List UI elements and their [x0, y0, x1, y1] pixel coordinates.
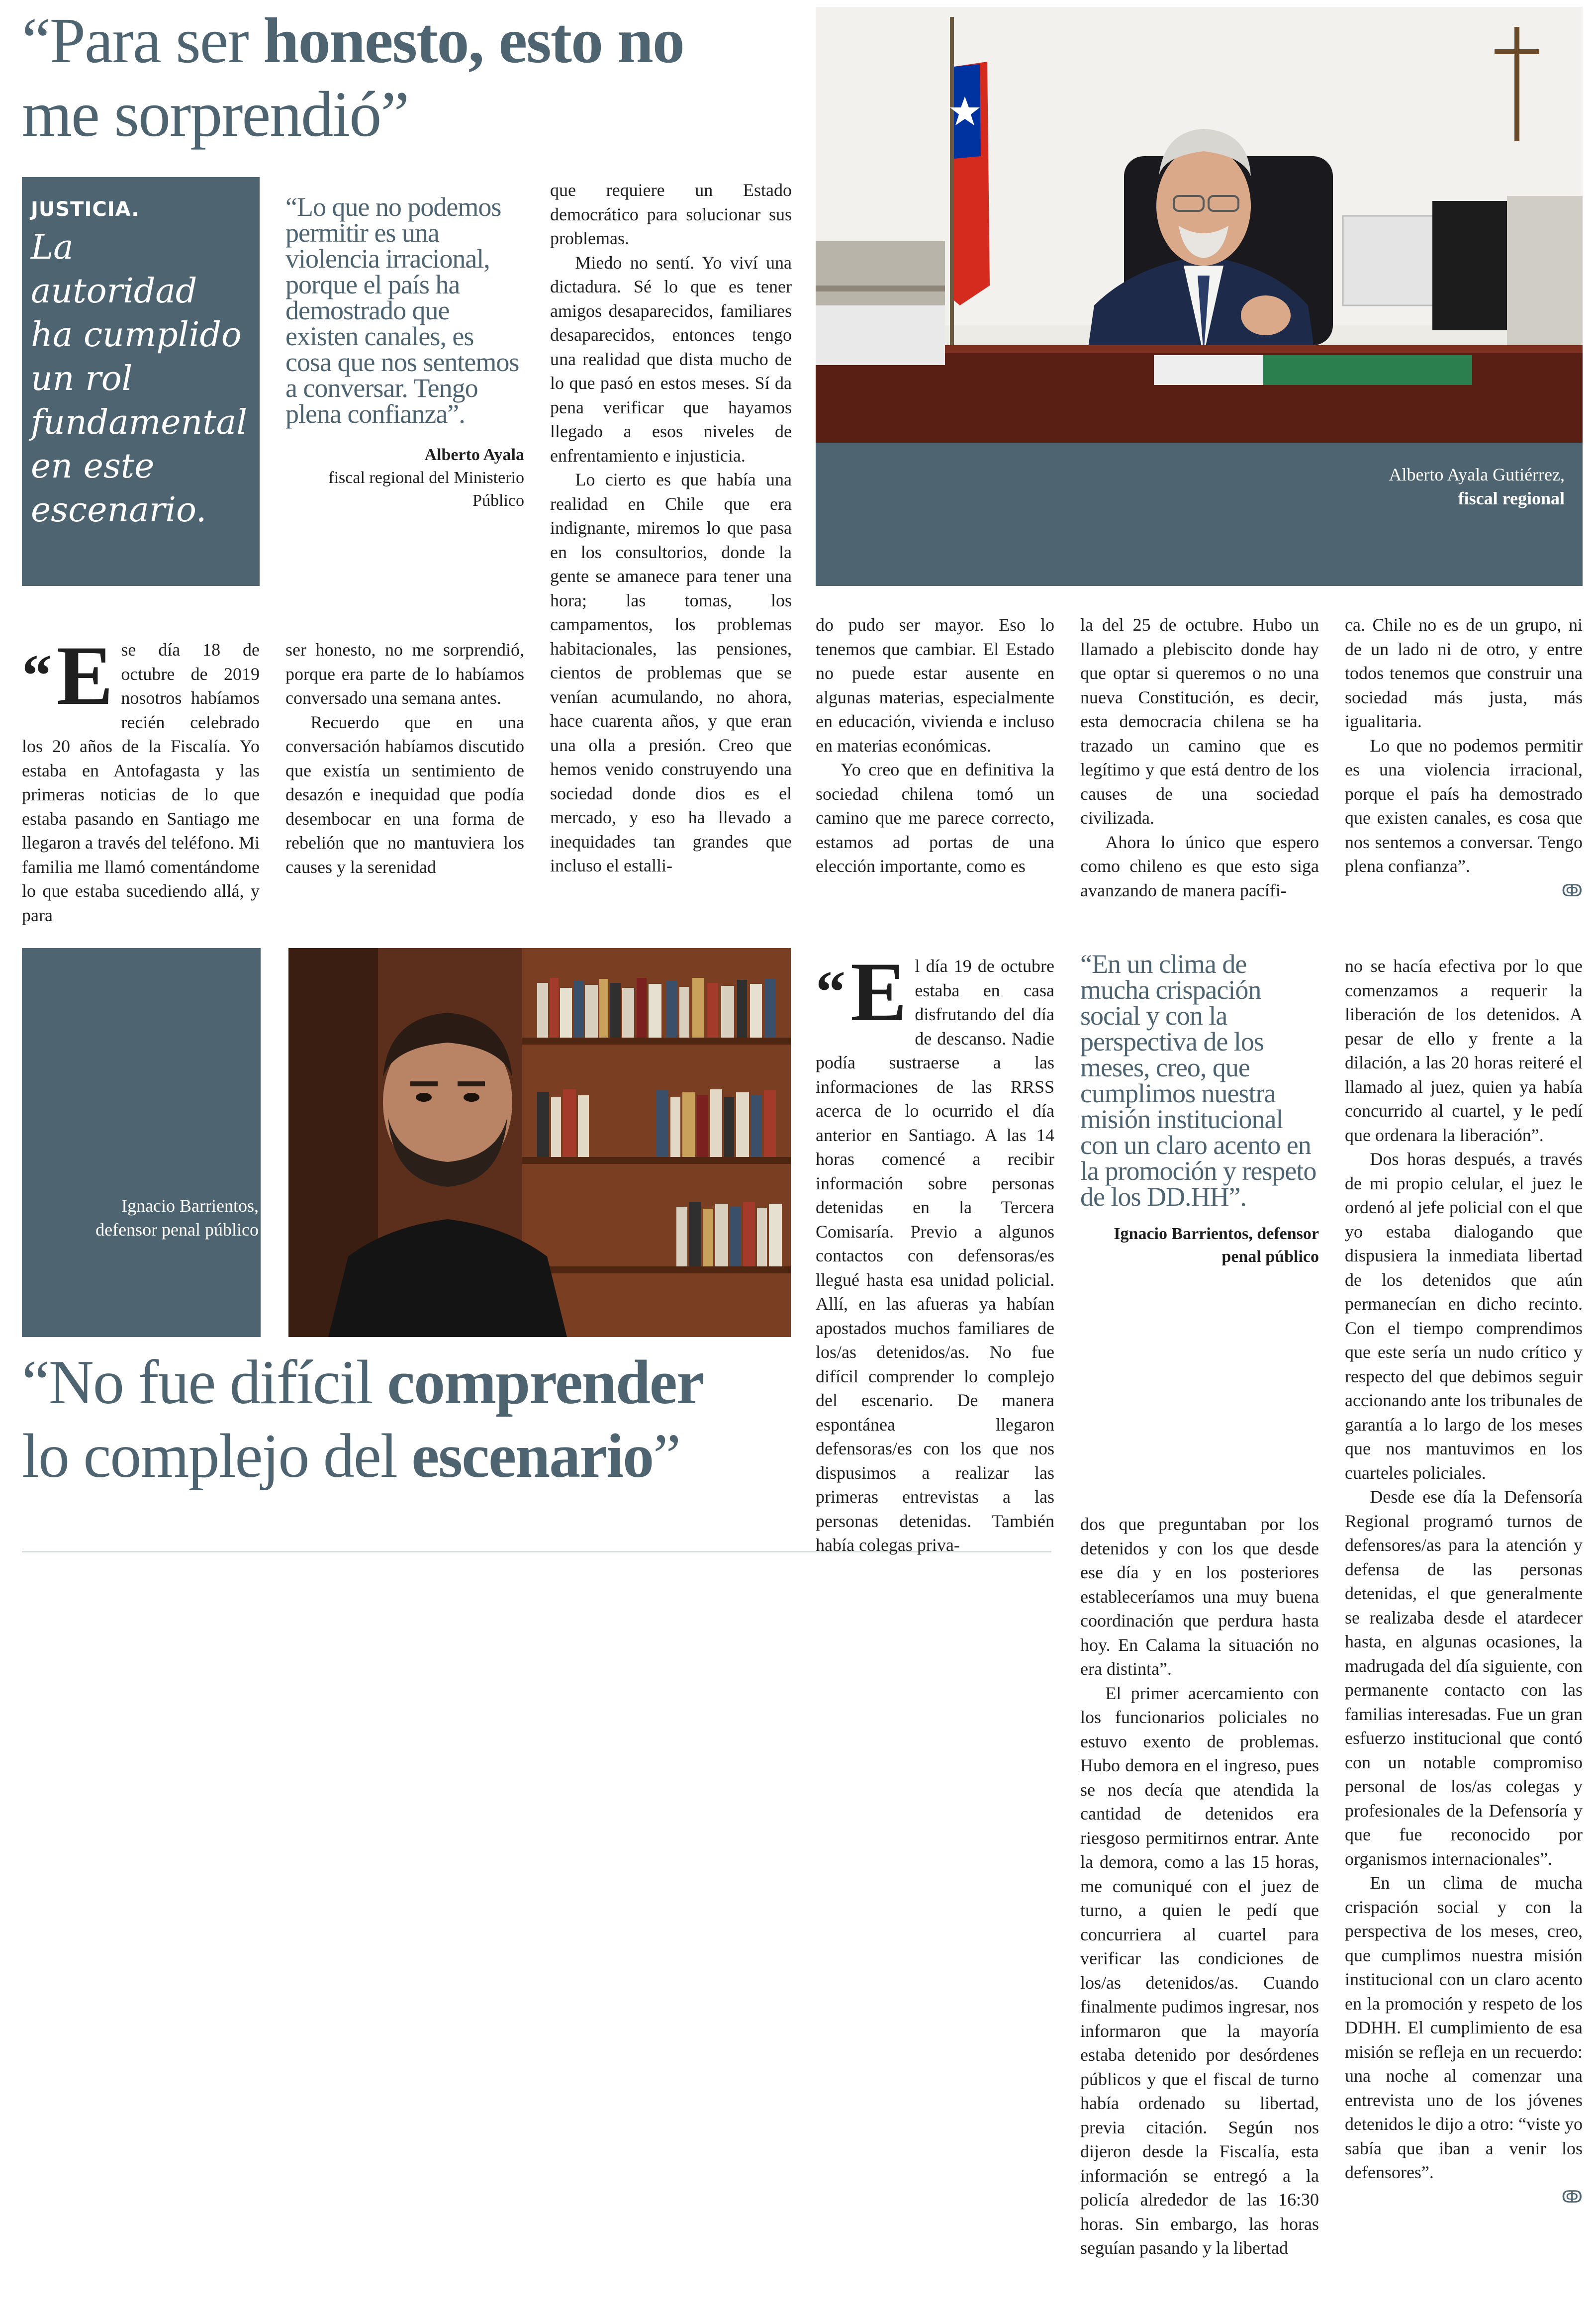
story1-col5-p1: la del 25 de octubre. Hubo un llamado a plebiscito donde hay que optar si queremos o no una nueva Constitución, es decir, esta democracia chilena se ha trazado un camino que es legítimo y que está dentro de los causes de una sociedad civilizada.	[1080, 615, 1319, 828]
story2-dropcap-quote-icon: “	[816, 959, 845, 1025]
barrientos-caption-role: defensor penal público	[95, 1220, 259, 1240]
story2-col3-p2: Dos horas después, a través de mi propio celular, el juez le ordenó al jefe policial con el que yo estaba dialogando que dispusiera la inmediata libertad de los detenidos que aún permanecían en dicho recinto. Con el tiempo comprendimos que este sería un nudo crítico y respecto del que debimos seguir accionando ante los tribunales de garantía a lo largo de los meses que nos mantuvimos en los cuarteles policiales.	[1345, 1149, 1583, 1483]
story1-headline-part-b: honesto, esto no	[263, 5, 684, 77]
story2-col3-p1: no se hacía efectiva por lo que comenzamos a requerir la liberación de los detenidos. A pesar de ello y frente a la dilación, a las 20 horas reiteré el llamado al juez, quien ya había concurrido al cuartel, y le pedí que ordenara la liberación”.	[1345, 956, 1583, 1145]
story2-dropcap-letter: E	[850, 945, 907, 1039]
story1-col2-p1: ser honesto, no me sorprendió, porque era parte de lo habíamos conversado una semana antes.	[285, 640, 524, 708]
story1-col6-p2: Lo que no podemos permitir es una violencia irracional, porque el país ha demostrado que existen canales, es cosa que nos sentemos a conversar. Tengo plena confianza”.	[1345, 735, 1583, 876]
barrientos-caption-box	[22, 948, 261, 1337]
story2-pull-quote-block	[1080, 951, 1319, 1268]
story1-end-mark-icon: ↂ	[1561, 880, 1583, 901]
ayala-caption-role: fiscal regional	[1458, 488, 1565, 508]
story1-col4-p2: Yo creo que en definitiva la sociedad chilena tomó un camino que me parece correcto, estamos ad portas de una elección importante, como es	[816, 760, 1054, 876]
story1-body-col2	[285, 638, 524, 879]
story2-dropcap	[816, 945, 907, 1039]
justicia-text: La autoridad ha cumplido un rol fundamental en este escenario.	[31, 228, 247, 530]
story1-col1-text: se día 18 de octubre de 2019 nosotros habíamos recién celebrado los 20 años de la Fiscalía. Yo estaba en Antofagasta y las primeras noticias de lo que estaba pasando en Santiago me llegaron a través del teléfono. Mi familia me llamó comentándome lo que estaba sucediendo allá, y para	[22, 640, 260, 925]
story1-col6-p1: ca. Chile no es de un grupo, ni de un lado ni de otro, y entre todos tenemos que construir una sociedad más justa, más igualitaria.	[1345, 615, 1583, 731]
story1-body-col3	[550, 178, 792, 878]
story2-headline-part-e: ”	[653, 1422, 680, 1491]
ayala-photo	[816, 7, 1583, 443]
story2-body-col2	[1080, 1512, 1319, 2260]
story2-body-col3	[1345, 954, 1583, 2209]
story2-headline	[22, 1346, 798, 1493]
story1-headline-part-a: “Para ser	[22, 5, 264, 77]
story1-col3-p3: Lo cierto es que había una realidad en Chile que era indignante, miremos lo que pasa en los consultorios, donde la gente se amanece para tener una hora; las tomas, los campamentos, los problemas habitacionales, las pensiones, cientos de problemas que se venían acumulando, no ahora, hace cuarenta años, y que eran una olla a presión. Creo que hemos venido construyendo una sociedad donde dios es el mercado, y eso ha llevado a inequidades tan grandes que incluso el estalli-	[550, 470, 792, 875]
story2-body-col1	[816, 945, 1054, 1557]
story1-col3-p2: Miedo no sentí. Yo viví una dictadura. Sé lo que es tener amigos desaparecidos, familiares desaparecidos, entonces tengo una realidad que dista mucho de lo que pasó en estos meses. Sí da pena verificar que hayamos llegado a esos niveles de enfrentamiento e injusticia.	[550, 252, 792, 466]
story2-headline-part-c: lo complejo del	[22, 1422, 412, 1491]
story2-col1-text: l día 19 de octubre estaba en casa disfrutando del día de descanso. Nadie podía sustraerse a las informaciones de las RRSS acerca de lo ocurrido el día anterior en Santiago. A las 14 horas comencé a recibir información sobre personas detenidas en la Tercera Comisaría. Previo a algunos contactos con defensoras/es llegué hasta esa unidad policial. Allí, en las afueras ya habían apostados muchos familiares de los/as detenidos/as. No fue difícil comprender lo complejo del escenario. De manera espontánea llegaron defensoras/es con los que nos dispusimos a realizar las primeras entrevistas a las personas detenidas. También había colegas priva-	[816, 956, 1054, 1555]
story1-body-col4	[816, 613, 1054, 878]
story1-col2-p2: Recuerdo que en una conversación habíamos discutido que existía un sentimiento de desazón e inequidad que podía desembocar en una forma de rebelión que no mantuviera los causes y la serenidad	[285, 712, 524, 877]
story1-body-col6	[1345, 613, 1583, 903]
story1-pull-quote-block	[285, 194, 524, 512]
story1-headline	[22, 4, 798, 151]
story1-headline-part-c: me sorprendió”	[22, 79, 409, 150]
ayala-photo-illustration	[816, 7, 1583, 443]
story2-col3-p3: Desde ese día la Defensoría Regional programó turnos de defensores/as para la atención y defensa de las personas detenidas, el que generalmente se realizaba desde el atardecer hasta, en algunas ocasiones, la madrugada del día siguiente, con permanente contacto con las familias interesadas. Fue un gran esfuerzo institucional que contó con un notable compromiso personal de los/as colegas y profesionales de la Defensoría y que fue reconocido por organismos internacionales”.	[1345, 1487, 1583, 1869]
barrientos-photo	[288, 948, 791, 1337]
story1-pull-name: Alberto Ayala	[424, 446, 524, 464]
story1-col3-p1: que requiere un Estado democrático para solucionar sus problemas.	[550, 180, 792, 248]
story1-dropcap	[22, 629, 113, 722]
story1-body-col1	[22, 629, 260, 927]
story2-pull-quote: “En un clima de mucha crispación social y con la perspectiva de los meses, creo, que cumplimos nuestra misión institucional con un claro acento en la promoción y respeto de los DD.HH”.	[1080, 949, 1316, 1212]
story1-col4-p1: do pudo ser mayor. Eso lo tenemos que cambiar. El Estado no puede estar ausente en algunas materias, especialmente en educación, vivienda e incluso en materias económicas.	[816, 615, 1054, 756]
ayala-caption-name: Alberto Ayala Gutiérrez,	[1389, 465, 1565, 484]
story2-end-mark-icon: ↂ	[1561, 2187, 1583, 2207]
story2-col2-p2: El primer acercamiento con los funcionarios policiales no estuvo exento de problemas. Hubo demora en el ingreso, pues se nos decía que atendida la cantidad de detenidos era riesgoso permitirnos entrar. Ante la demora, como a las 15 horas, me comuniqué con el juez de turno, a quien le pedí que concurriera al cuartel para verificar las condiciones de los/as detenidos/as. Cuando finalmente pudimos ingresar, nos informaron que la mayoría estaba detenido por desórdenes públicos y que el fiscal de turno había ordenado su libertad, previa citación. Según nos dijeron desde la Fiscalía, esta información se entregó a la policía alrededor de las 16:30 horas. Sin embargo, las horas seguían pasando y la libertad	[1080, 1683, 1319, 2258]
story2-headline-part-d: escenario	[411, 1422, 654, 1491]
story1-col5-p2: Ahora lo único que espero como chileno es que esto siga avanzando de manera pacífi-	[1080, 832, 1319, 900]
story2-headline-part-b: comprender	[387, 1348, 703, 1417]
barrientos-caption-name: Ignacio Barrientos,	[121, 1196, 259, 1216]
story2-col2-p1: dos que preguntaban por los detenidos y con los que desde ese día y en los posteriores estableceríamos una muy buena coordinación que perdura hasta hoy. En Calama la situación no era distinta”.	[1080, 1514, 1319, 1679]
ayala-caption-box	[816, 443, 1583, 586]
story1-body-col5	[1080, 613, 1319, 902]
story2-pull-name: Ignacio Barrientos, defensor	[1114, 1225, 1319, 1243]
story2-col3-p4: En un clima de mucha crispación social y con la perspectiva de los meses, creo, que cumplimos nuestra misión institucional con un claro acento en la promoción y respeto de los DDHH. El cumplimiento de esa misión se refleja en un recuerdo: una noche al comenzar una entrevista uno de los jóvenes detenidos le dijo a otro: “viste yo sabía que iban a venir los defensores”.	[1345, 1873, 1583, 2182]
barrientos-photo-illustration	[288, 948, 791, 1337]
story2-pull-role: penal público	[1221, 1248, 1319, 1266]
story1-pull-role: fiscal regional del Ministerio Público	[328, 469, 524, 510]
justicia-box	[22, 177, 260, 586]
story2-headline-part-a: “No fue difícil	[22, 1348, 387, 1417]
justicia-kicker: JUSTICIA.	[31, 198, 140, 221]
story1-dropcap-letter: E	[57, 629, 113, 722]
story1-dropcap-quote-icon: “	[22, 642, 52, 708]
story1-pull-quote: “Lo que no podemos permitir es una violencia irracional, porque el país ha demostrado que existen canales, es cosa que nos sentemos a conversar. Tengo plena confianza”.	[285, 192, 519, 429]
